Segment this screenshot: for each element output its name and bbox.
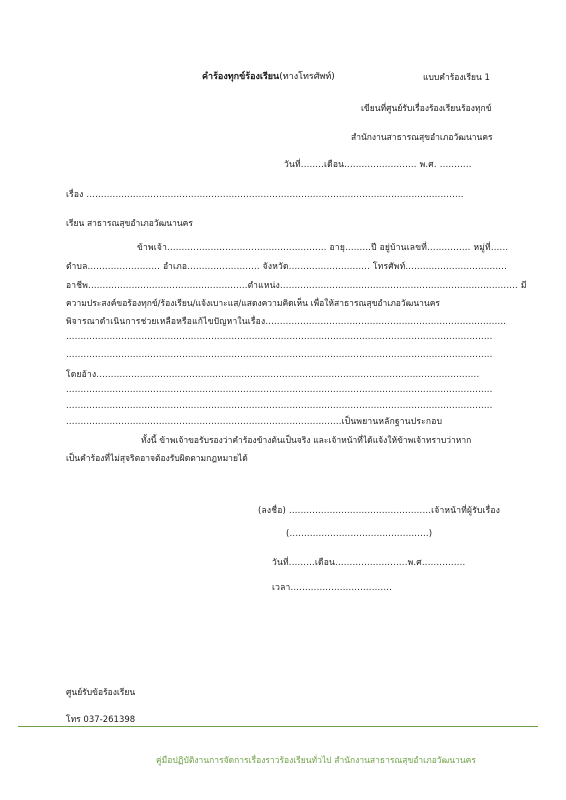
signature-line: (ลงชื่อ) .................................................เจ้าหน้าที่ผู้รับเรื่อง bbox=[258, 506, 501, 516]
evidence-line: ...............................................................................................เป็นพยานหลักฐานประกอบ bbox=[66, 417, 443, 427]
signature-time: เวลา................................... bbox=[272, 583, 393, 593]
subject-line: เรื่อง .................................................................................................................................. bbox=[66, 190, 464, 200]
phone-number: โทร 037-261398 bbox=[66, 715, 136, 725]
form-title-bold: คำร้องทุกข์ร้องเรียน bbox=[202, 72, 280, 82]
certify-line-1: ทั้งนี้ ข้าพเจ้าขอรับรองว่าคำร้องข้างต้นเป็นจริง และเจ้าหน้าที่ได้แจ้งให้ข้าพเจ้าทราบว่าหาก bbox=[141, 436, 472, 446]
footer-divider bbox=[18, 726, 538, 727]
purpose-line-1: ความประสงค์ขอร้องทุกข์/ร้องเรียน/แจ้งเบาะแส/แสดงความคิดเห็น เพื่อให้สาธารณสุขอำเภอวัฒนานคร bbox=[66, 299, 440, 309]
name-age-address-line: ข้าพเจ้า....................................................... อายุ.........ปี อยู่บ้านเลขที่............... หมู่ที่...... bbox=[137, 243, 509, 253]
form-title bbox=[202, 69, 335, 83]
date-line: วันที่........เดือน......................... พ.ศ. ........... bbox=[284, 160, 472, 170]
occupation-position-line: อาชีพ.......................................................ตำแหน่ง.................................................................................. มี bbox=[66, 281, 527, 291]
certify-line-2: เป็นคำร้องที่ไม่สุจริตอาจต้องรับผิดตามกฎหมายได้ bbox=[66, 454, 248, 464]
district-province-phone-line: ตำบล......................... อำเภอ......................... จังหวัด............................ โทรศัพท์................................... bbox=[66, 262, 507, 272]
to-line: เรียน สาธารณสุขอำเภอวัฒนานคร bbox=[66, 219, 193, 229]
claim-line: โดยอ้าง.................................................................................................................................... bbox=[66, 370, 480, 380]
signature-name: (................................................) bbox=[286, 529, 433, 539]
form-number: แบบคำร้องเรียน 1 bbox=[423, 73, 490, 83]
footer-note: คู่มือปฏิบัติงานการจัดการเรื่องราวร้องเรียนทั่วไป สำนักงานสาธารณสุขอำเภอวัฒนานคร bbox=[156, 756, 476, 766]
blank-line-1: ................................................................................................................................................... bbox=[66, 332, 493, 342]
purpose-line-2: พิจารณาดำเนินการช่วยเหลือหรือแก้ไขปัญหาในเรื่อง................................................................................... bbox=[66, 317, 507, 327]
office-name: สำนักงานสาธารณสุขอำเภอวัฒนานคร bbox=[351, 133, 493, 143]
written-at: เขียนที่ศูนย์รับเรื่องร้องเรียนร้องทุกข์ bbox=[361, 104, 492, 114]
signature-date: วันที่.........เดือน.........................พ.ศ............... bbox=[272, 558, 466, 568]
blank-line-3: ................................................................................................................................................... bbox=[66, 385, 493, 395]
blank-line-2: ................................................................................................................................................... bbox=[66, 350, 493, 360]
complaint-center-label: ศูนย์รับข้อร้องเรียน bbox=[66, 688, 136, 698]
form-title-rest: (ทางโทรศัพท์) bbox=[279, 72, 335, 82]
blank-line-4: ................................................................................................................................................... bbox=[66, 401, 493, 411]
